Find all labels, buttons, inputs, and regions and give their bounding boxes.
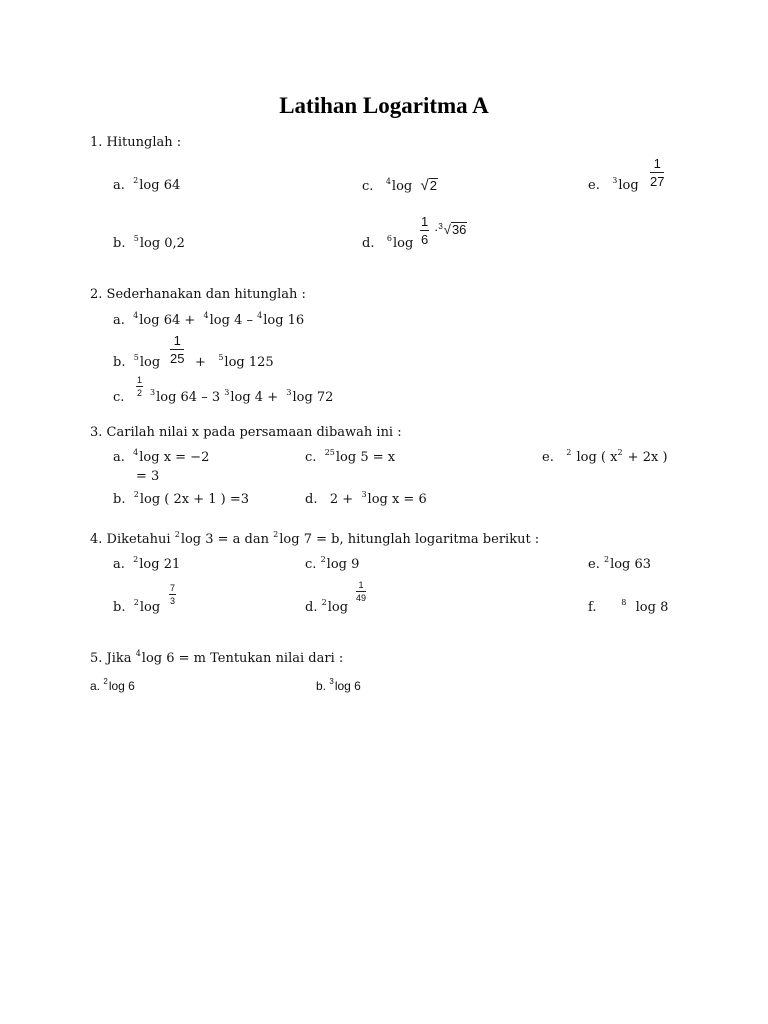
q4-item-e: e. $^2$log 63 — [588, 555, 652, 572]
q5-item-b: b. $^3$log 6 — [316, 677, 361, 693]
q1-heading: 1. Hitunglah : — [90, 135, 182, 150]
q2-item-c: $^3$log 64 – 3 $^3$log 4 + $^3$log 72 — [150, 388, 334, 405]
q5-item-a: a. $^2$log 6 — [90, 677, 135, 693]
q2-item-b-right: + $^5$log 125 — [195, 353, 274, 370]
q2-b-fraction: $\frac{1}{25}$ — [170, 333, 185, 366]
q2-item-a: a. $^4$log 64 + $^4$log 4 – $^4$log 16 — [113, 311, 305, 328]
q3-item-d: d. 2 + $^3$log x = 6 — [305, 490, 427, 507]
q4-item-d: d. $^2$log — [305, 598, 349, 615]
q4-b-fraction: $\frac{7}{3}$ — [170, 583, 176, 606]
q4-item-a: a. $^2$log 21 — [113, 555, 181, 572]
q3-item-a: a. $^4$log x = −2 — [113, 448, 210, 465]
q2-c-fraction: $\frac{1}{2}$ — [137, 375, 143, 398]
q1-e-fraction: $\frac{1}{27}$ — [650, 156, 665, 189]
q3-item-c: c. $^{25}$log 5 = x — [305, 448, 396, 465]
q1-item-a: a. $^2$log 64 — [113, 176, 181, 193]
sqrt-symbol: √ — [420, 177, 429, 194]
q3-heading: 3. Carilah nilai x pada persamaan dibawah ini : — [90, 425, 402, 440]
q1-item-b: b. $^5$log 0,2 — [113, 234, 185, 251]
q5-heading: 5. Jika $^4$log 6 = m Tentukan nilai dari : — [90, 649, 344, 666]
q4-item-f: f. $^8$ log 8 — [588, 598, 669, 615]
q4-item-b: b. $^2$log — [113, 598, 161, 615]
q3-item-b: b. $^2$log ( 2x + 1 ) =3 — [113, 490, 250, 507]
q1-item-c: c. $^4$log √2 — [362, 177, 437, 194]
q2-item-c-label: c. — [113, 390, 125, 405]
q1-d-fraction: $\frac{1}{6}$ — [421, 214, 429, 247]
q3-item-e-continued: = 3 — [136, 469, 160, 484]
q4-heading: 4. Diketahui $^2$log 3 = a dan $^2$log 7 = b, hitunglah logaritma berikut : — [90, 530, 540, 547]
q1-item-d: d. $^6$log — [362, 234, 414, 251]
q1-item-e: e. $^3$log — [588, 176, 639, 193]
q4-d-fraction: $\frac{1}{49}$ — [356, 580, 367, 603]
q3-item-e: e. $^2$ log ( $x^2 + 2x$ ) — [542, 448, 668, 465]
q2-item-b-left: b. $^5$log — [113, 353, 161, 370]
q4-item-c: c. $^2$log 9 — [305, 555, 360, 572]
q1-d-cube-root: ·$^3$√36 — [434, 222, 467, 237]
page-title: Latihan Logaritma A — [279, 93, 489, 118]
q2-heading: 2. Sederhanakan dan hitunglah : — [90, 287, 306, 302]
